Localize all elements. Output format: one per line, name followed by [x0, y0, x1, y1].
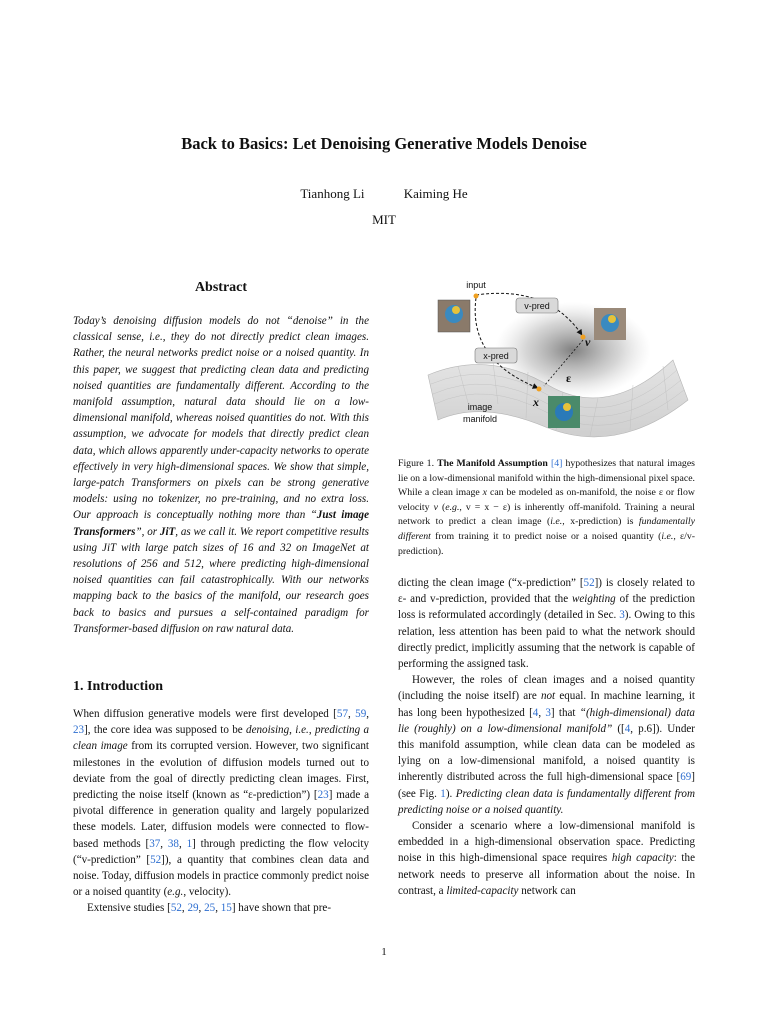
page-number: 1 [381, 946, 387, 958]
citation-link[interactable]: 1 [186, 837, 193, 850]
quotation: “(high-dimensional) data lie (roughly) on a low-dimensional manifold” [398, 706, 695, 735]
emphasis: not [540, 690, 556, 703]
caption-text: from training it to predict noise or a noised quantity ( [430, 530, 662, 542]
paragraph [398, 575, 695, 672]
text: , [308, 724, 315, 737]
citation-link[interactable]: 15 [220, 902, 232, 915]
v-pred-label: v-pred [524, 301, 550, 311]
manifold-label: image [467, 402, 493, 412]
paragraph [398, 818, 695, 899]
caption-text: i.e. [661, 530, 674, 542]
text: When diffusion generative models were first developed [ [73, 708, 337, 720]
abstract-part: ”, or [135, 525, 160, 538]
affiliation: MIT [372, 212, 396, 227]
caption-text: hypothesizes that natural images lie on a low-dimensional manifold within the high-dimensional pixel space. While a clean image [398, 458, 695, 499]
text: Extensive studies [ [87, 902, 171, 915]
text: from its corrupted version. However, two significant milestones in the evolution of diffusion models turned out to deviate from the goal of directly predicting clean images. First, predicting the noise itself (known as “ε-prediction”) [ [73, 740, 369, 802]
manifold-diagram [398, 280, 695, 440]
citation-link[interactable]: 59 [355, 708, 367, 720]
math-symbol: x [482, 487, 488, 499]
text: ] have shown that pre- [231, 902, 332, 915]
input-label: input [466, 280, 486, 290]
abstract-heading: Abstract [194, 280, 248, 295]
figure-link[interactable]: 1 [440, 787, 446, 800]
caption-text: , ε/v-prediction). [398, 530, 695, 557]
x-pred-label: x-pred [483, 351, 509, 361]
emphasis: Predicting clean data is fundamentally different from predicting noise or a noised quantity. [398, 787, 695, 816]
text: ). Owing to this relation, less attention has been paid to what the network should directly predict, implicitly assuming that the network is capable of performing the assigned task. [398, 609, 695, 671]
author-name: Tianhong Li [300, 186, 365, 201]
citation-link[interactable]: 52 [170, 902, 182, 915]
text: dicting the clean image (“x-prediction” [ [398, 577, 584, 589]
x-label: x [533, 395, 539, 409]
figure-manifold [398, 280, 695, 440]
text: ). [445, 787, 456, 800]
caption-emphasis: fundamentally different [398, 516, 695, 542]
text: equal. In machine learning, it has long been hypothesized [ [398, 690, 695, 719]
text: ] (see Fig. [398, 771, 695, 800]
citation-link[interactable]: 52 [583, 577, 595, 589]
caption-text: or flow velocity [398, 487, 695, 513]
caption-text: , v = x − ε) is inherently off-manifold. Training a neural network to predict a clean image ( [398, 501, 695, 528]
paper-title: Back to Basics: Let Denoising Generative Models Denoise [181, 134, 587, 153]
author-name: Kaiming He [403, 186, 468, 201]
caption-text: i.e. [550, 516, 563, 528]
abstract-part: Today’s denoising diffusion models do not “denoise” in the classical sense, i.e., they do not directly predict clean images. Rather, the neural networks predict noise or a noised quantity. In this paper, we suggest that predicting clean data and predicting noised quantities are fundamentally different. According to the manifold assumption, natural data should lie on a low-dimensional manifold, whereas noised quantities do not. With this assumption, we advocate for models that directly predict clean data, which allows apparently under-capacity networks to operate effectively in very high-dimensional spaces. We show that simple, large-patch Transformers on pixels can be strong generative models: using no tokenizer, no pre-training, and no extra loss. Our approach is conceptually nothing more than “ [73, 315, 369, 522]
citation-link[interactable]: 29 [187, 902, 199, 915]
text: , [289, 724, 296, 737]
citation-link[interactable]: 23 [73, 724, 85, 737]
x-point [537, 387, 542, 392]
citation-link[interactable]: [4] [550, 458, 563, 469]
text: ]), a quantity that combines clean data and noise. Today, diffusion models in practice commonly predict noise or a noised quantity ( [73, 853, 369, 899]
text: of the prediction loss is reformulated accordingly (detailed in Sec. [398, 593, 695, 622]
abstract-text [73, 313, 369, 637]
paragraph: Extensive studies [52, 29, 25, 15] have shown that pre- [87, 902, 332, 915]
citation-link[interactable]: 57 [336, 708, 348, 720]
text: , velocity). [183, 886, 232, 899]
emphasis: high capacity [611, 852, 674, 865]
citation-link[interactable]: 38 [167, 837, 179, 850]
figure-label: Figure 1. [398, 458, 435, 469]
text: , p.6]). Under this manifold assumption, while clean data can be modeled as lying on a low-dimensional manifold, a noised quantity is inherently distributed across the full high-dimensional space [ [398, 722, 695, 784]
citation-link[interactable]: 25 [204, 902, 216, 915]
caption-text: ( [437, 501, 446, 513]
text: ], the core idea was supposed to be [84, 724, 247, 737]
caption-text: can be modeled as on-manifold, the noise [487, 487, 659, 499]
math-symbol: v [433, 501, 438, 513]
figure-title: The Manifold Assumption [437, 458, 548, 469]
citation-link[interactable]: 4 [532, 706, 539, 719]
citation-link[interactable]: 23 [317, 789, 329, 802]
text: Consider a scenario where a low-dimensional manifold is embedded in a high-dimensional observation space. Predicting noise in this high-dimensional space requires [398, 820, 695, 865]
citation-link[interactable]: 52 [150, 853, 162, 866]
manifold-label: manifold [462, 414, 498, 424]
emphasis: weighting [571, 593, 616, 606]
abstract-part: , as we call it. We report competitive results using JiT with large patch sizes of 16 and 32 on ImageNet at resolutions of 256 and 512, where predicting high-dimensional noised quantities can fail catastrophically. With our networks mapping back to the basics of the manifold, our research goes back to basics and pursues a self-contained paradigm for Transformer-based diffusion on raw natural data. [73, 525, 370, 635]
text: ([ [612, 722, 625, 735]
emphasis: limited-capacity [446, 884, 519, 897]
paragraph: When diffusion generative models were first developed [57, 59, 23], the core idea was supposed to be denoising, i.e., predicting a clean image from its corrupted version. However, two significant milestones in the evolution of diffusion models turned out to deviate from the goal of directly predicting clean images. First, predicting the noise itself (known as “ε-prediction”) [23] made a pivotal difference in generation quality and largely popularized these models. Later, diffusion models were connected to flow-based methods [37, 38, 1] through predicting the flow velocity (“v-prediction” [52]), a quantity that combines clean data and noise. Today, diffusion models in practice commonly predict noise or a noised quantity (e.g., velocity). [73, 708, 370, 899]
input-point [474, 294, 479, 299]
text: ] made a pivotal difference in generation quality and largely popularized these models. Later, diffusion models were connected to flow-based methods [ [73, 789, 369, 850]
text: ] that [550, 706, 580, 719]
figure-caption [398, 457, 695, 559]
eps-label: ε [566, 371, 572, 385]
author-list [0, 186, 768, 202]
jit-name: Just image Transformers [73, 509, 370, 538]
citation-link[interactable]: 3 [545, 706, 551, 719]
citation-link[interactable]: 37 [149, 837, 161, 850]
noise-cloud [495, 302, 651, 398]
caption-text: e.g. [445, 501, 460, 513]
intro-text [73, 706, 369, 917]
math-symbol: ε [658, 487, 663, 499]
v-label: v [585, 335, 591, 349]
jit-abbrev: JiT [159, 525, 176, 538]
emphasis: predicting a clean image [73, 724, 370, 753]
text: e.g. [167, 886, 184, 899]
text: However, the roles of clean images and a noised quantity (including the noise itself) are [398, 674, 695, 703]
citation-link[interactable]: 69 [680, 771, 692, 784]
citation-link[interactable]: 4 [624, 722, 631, 735]
caption-text: , x-prediction) is [562, 516, 639, 528]
section-link[interactable]: 3 [619, 609, 625, 622]
text: ] through predicting the flow velocity (“v-prediction” [ [73, 837, 370, 866]
paragraph: However, the roles of clean images and a noised quantity (including the noise itself) are not equal. In machine learning, it has long been hypothesized [4, 3] that “(high-dimensional) data lie (roughly) on a low-dimensional manifold” ([4, p.6]). Under this manifold assumption, while clean data can be modeled as lying on a low-dimensional manifold, a noised quantity is inherently distributed across the full high-dimensional space [69] (see Fig. 1). Predicting clean data is fundamentally different from predicting noise or a noised quantity. [398, 674, 695, 816]
text: ]) is closely related to ε- and v-prediction, provided that the [398, 577, 695, 606]
text: i.e. [295, 724, 309, 737]
section-heading: 1. Introduction [73, 679, 163, 694]
text: network can [518, 884, 576, 897]
emphasis: denoising [246, 724, 290, 737]
text: : the network needs to preserve all information about the noise. In contrast, a [398, 852, 695, 897]
right-column-text [398, 575, 695, 899]
